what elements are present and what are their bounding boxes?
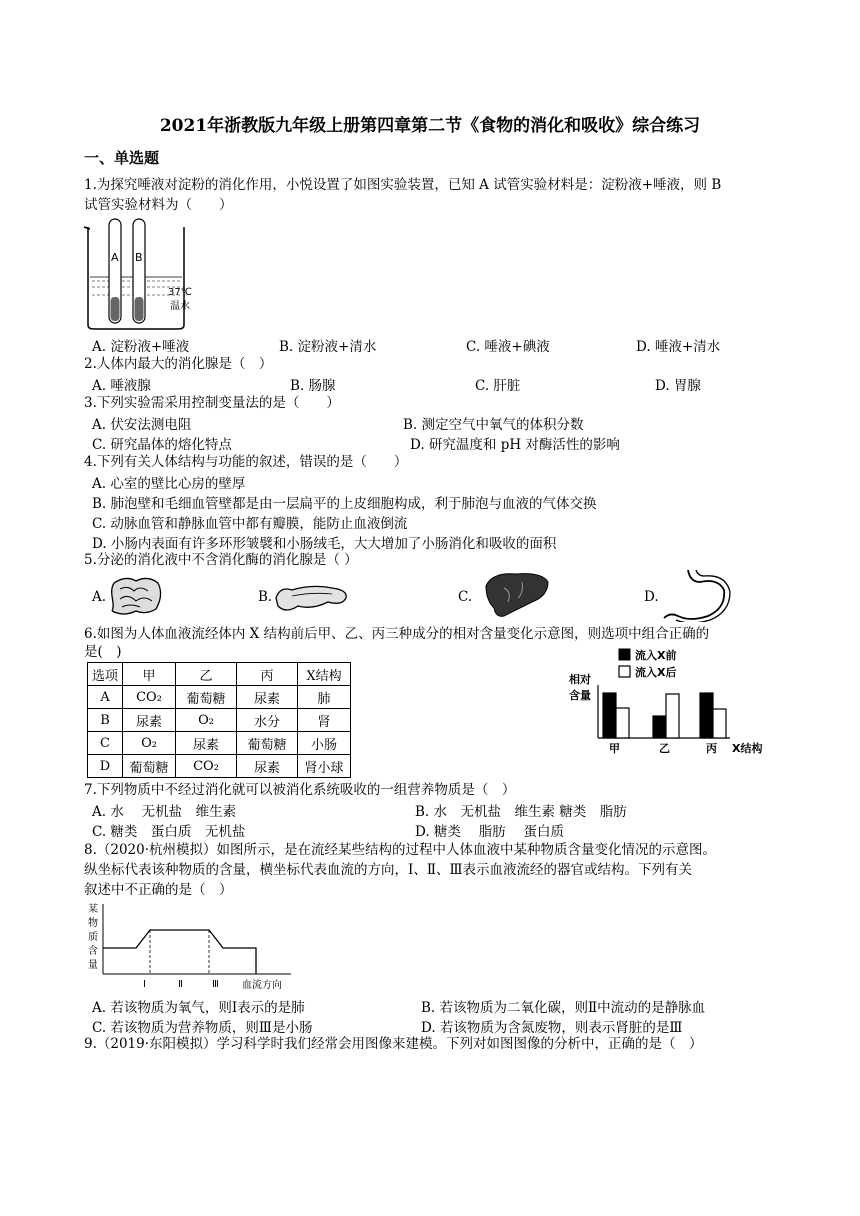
table-header: 甲 (123, 663, 176, 686)
q2-stem: 2.人体内最大的消化腺是（ ） (84, 356, 273, 372)
q1-option-a[interactable]: A. 淀粉液+唾液 (92, 339, 190, 355)
table-row (88, 709, 351, 732)
table-cell: 尿素 (237, 686, 298, 709)
q4-option-c[interactable]: C. 动脉血管和静脉血管中都有瓣膜，能防止血液倒流 (92, 516, 408, 532)
q8-option-b[interactable]: B. 若该物质为二氧化碳，则Ⅱ中流动的是静脉血 (421, 1000, 706, 1016)
table-cell: 水分 (237, 709, 298, 732)
table-cell: 尿素 (123, 709, 176, 732)
q2-option-d[interactable]: D. 胃腺 (655, 378, 701, 394)
category-label: 甲 (609, 742, 620, 755)
bar-after-1 (666, 694, 679, 738)
ylabel-part1: 相对 (569, 673, 591, 686)
q3-option-d[interactable]: D. 研究温度和 pH 对酶活性的影响 (410, 437, 620, 453)
q8-curve (103, 930, 256, 974)
legend-swatch-after (619, 666, 630, 677)
tube-a-label: A (111, 251, 119, 264)
table-cell: O₂ (123, 732, 176, 755)
q1-option-c[interactable]: C. 唾液+碘液 (466, 339, 550, 355)
q9-stem: 9.（2019·东阳模拟）学习科学时我们经常会用图像来建模。下列对如图图像的分析中，正确的是（ ） (84, 1036, 703, 1052)
q6-stem-line2: 是( ) (84, 644, 122, 660)
q5-option-a[interactable]: A. (92, 589, 107, 605)
table-cell: 肺 (298, 686, 351, 709)
bar-before-2 (700, 693, 713, 738)
table-cell: 肾 (298, 709, 351, 732)
q6-stem-line1: 6.如图为人体血液流经体内 X 结构前后甲、乙、丙三种成分的相对含量变化示意图，则选项中组合正确的 (84, 626, 710, 642)
bar-before-0 (603, 693, 616, 738)
table-cell: O₂ (176, 709, 237, 732)
q1-beaker-figure (82, 217, 202, 332)
table-cell: 葡萄糖 (123, 755, 176, 778)
table-header: X结构 (298, 663, 351, 686)
water-label: 温水 (170, 301, 190, 312)
table-cell: 尿素 (237, 755, 298, 778)
table-cell: A (88, 686, 123, 709)
table-header: 选项 (88, 663, 123, 686)
q1-stem-line2: 试管实验材料为（ ） (84, 197, 233, 213)
q6-table (87, 662, 351, 778)
q7-option-a[interactable]: A. 水 无机盐 维生素 (92, 804, 237, 820)
table-cell: D (88, 755, 123, 778)
q1-option-d[interactable]: D. 唾液+清水 (636, 339, 721, 355)
svg-text:量: 量 (88, 960, 98, 971)
svg-text:质: 质 (88, 932, 98, 943)
q8-option-a[interactable]: A. 若该物质为氧气，则Ⅰ表示的是肺 (92, 1000, 305, 1016)
q5-option-c[interactable]: C. (458, 589, 473, 605)
q3-option-c[interactable]: C. 研究晶体的熔化特点 (92, 437, 232, 453)
q4-option-a[interactable]: A. 心室的壁比心房的壁厚 (92, 476, 246, 492)
q4-option-d[interactable]: D. 小肠内表面有许多环形皱襞和小肠绒毛，大大增加了小肠消化和吸收的面积 (92, 536, 557, 552)
legend-label-after: 流入X后 (635, 666, 677, 679)
mark-2: Ⅱ (178, 979, 183, 990)
q2-option-b[interactable]: B. 肠腺 (290, 378, 336, 394)
table-cell: C (88, 732, 123, 755)
q4-option-b[interactable]: B. 肺泡壁和毛细血管壁都是由一层扁平的上皮细胞构成，利于肺泡与血液的气体交换 (92, 496, 597, 512)
svg-text:物: 物 (88, 918, 98, 929)
q5-option-b[interactable]: B. (258, 589, 273, 605)
table-cell: 葡萄糖 (176, 686, 237, 709)
table-cell: 小肠 (298, 732, 351, 755)
table-cell: CO₂ (123, 686, 176, 709)
table-cell: 尿素 (176, 732, 237, 755)
page-title: 2021年浙教版九年级上册第四章第二节《食物的消化和吸收》综合练习 (159, 116, 701, 136)
bars-group (603, 693, 726, 755)
mark-1: Ⅰ (143, 979, 146, 990)
q2-option-c[interactable]: C. 肝脏 (475, 378, 521, 394)
bar-after-2 (713, 709, 726, 738)
mark-3: Ⅲ (212, 979, 219, 990)
table-cell: CO₂ (176, 755, 237, 778)
table-cell: 肾小球 (298, 755, 351, 778)
table-cell: 葡萄糖 (237, 732, 298, 755)
q8-line-graph (86, 900, 308, 992)
q8-option-d[interactable]: D. 若该物质为含氮废物，则表示肾脏的是Ⅲ (421, 1020, 683, 1036)
svg-text:含: 含 (88, 946, 98, 957)
category-label: 乙 (659, 742, 670, 755)
temp-label: 37℃ (168, 287, 192, 298)
bar-before-1 (653, 716, 666, 738)
q3-option-a[interactable]: A. 伏安法测电阻 (92, 417, 192, 433)
q1-stem-line1: 1.为探究唾液对淀粉的消化作用，小悦设置了如图实验装置，已知 A 试管实验材料是：淀粉液+唾液，则 B (84, 177, 722, 193)
stomach-image (660, 566, 732, 622)
x-axis-label: 血流方向 (242, 980, 282, 991)
table-header-row (88, 663, 351, 686)
intestine-image (106, 573, 166, 617)
section-heading: 一、单选题 (84, 149, 160, 167)
q7-option-b[interactable]: B. 水 无机盐 维生素 糖类 脂肪 (415, 804, 627, 820)
q7-option-d[interactable]: D. 糖类 脂肪 蛋白质 (415, 824, 565, 840)
x-axis-label: X结构 (732, 742, 763, 755)
q5-stem: 5.分泌的消化液中不含消化酶的消化腺是（ ） (84, 552, 358, 568)
q3-stem: 3.下列实验需采用控制变量法的是（ ） (84, 395, 340, 411)
q2-option-a[interactable]: A. 唾液腺 (92, 378, 151, 394)
legend-label-before: 流入X前 (635, 649, 677, 662)
svg-text:某: 某 (88, 904, 98, 915)
q8-ylabel (88, 902, 98, 971)
category-label: 丙 (706, 742, 717, 755)
q7-option-c[interactable]: C. 糖类 蛋白质 无机盐 (92, 824, 246, 840)
table-header: 丙 (237, 663, 298, 686)
q5-option-d[interactable]: D. (644, 589, 659, 605)
table-cell: B (88, 709, 123, 732)
table-row (88, 732, 351, 755)
q7-stem: 7.下列物质中不经过消化就可以被消化系统吸收的一组营养物质是（ ） (84, 782, 516, 798)
table-row (88, 686, 351, 709)
legend-swatch-before (619, 649, 630, 660)
table-header: 乙 (176, 663, 237, 686)
pancreas-image (272, 580, 352, 616)
q8-option-c[interactable]: C. 若该物质为营养物质，则Ⅲ是小肠 (92, 1020, 313, 1036)
q3-option-b[interactable]: B. 测定空气中氧气的体积分数 (403, 417, 584, 433)
table-row (88, 755, 351, 778)
bar-after-0 (616, 708, 629, 738)
q4-stem: 4.下列有关人体结构与功能的叙述，错误的是（ ） (84, 454, 408, 470)
q8-stem-line2: 纵坐标代表该种物质的含量，横坐标代表血流的方向，Ⅰ、Ⅱ、Ⅲ表示血液流经的器官或结构。下列有关 (84, 862, 693, 878)
tube-b-label: B (135, 251, 143, 264)
q8-stem-line3: 叙述中不正确的是（ ） (84, 882, 233, 898)
q1-option-b[interactable]: B. 淀粉液+清水 (279, 339, 377, 355)
q8-stem-line1: 8.（2020·杭州模拟）如图所示，是在流经某些结构的过程中人体血液中某种物质含量变化情况的示意图。 (84, 842, 717, 858)
q6-bar-chart (565, 645, 775, 760)
liver-image (482, 568, 552, 620)
ylabel-part2: 含量 (569, 689, 591, 702)
